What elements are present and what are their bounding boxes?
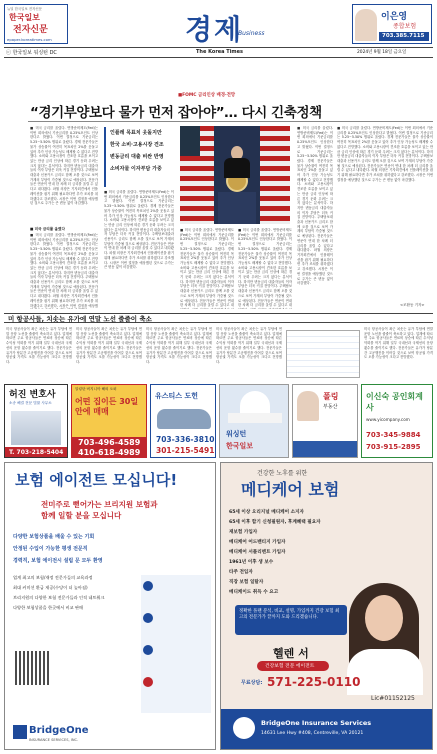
medicare-bullet-1: 65세 이상 오리지널 메디케어 소지자 bbox=[229, 510, 304, 515]
medicare-bullet-7: 타주 전입자 bbox=[229, 570, 253, 575]
ad-cpa-url[interactable]: www.yicompany.com bbox=[366, 417, 410, 422]
left-ad-line1: 뉴딜 한국일보 전자신문 bbox=[7, 7, 42, 11]
photo-caption: ■ 미국 금리를 올렸다 bbox=[30, 227, 65, 231]
recruit-sub-1: 전미주로 뻗어가는 브리지원 보험과 bbox=[41, 500, 158, 509]
masthead-en: Business bbox=[238, 30, 265, 37]
ad-realty-name: 폴링 bbox=[323, 392, 339, 401]
recruit-side-box bbox=[141, 575, 211, 713]
ad-cars-name: 유스티스 도헌 bbox=[155, 392, 199, 400]
bar-col-2: 미국 항공사들이 최근 치솟는 유가 부담에 연말 운항 노선을 줄줄이 축소하고 있다. 업계에 따르면 주요 항공사들은 연료비 상승에 따른 수익성 악화를 막기 위해 일부 국내선과 국제선의 운항 횟수를 줄이기로 했다. 전문가들은 유가가 당분간 고공행진을 이어갈 것으로 보여 항공권 가격도 오를 가능성이 크다고 전망했다. bbox=[76, 327, 142, 364]
article-col-6: ■ 미국 금리를 올렸다. 연방준비제도(Fed)는 이번 회의에서 기준금리를 0.25%포인트 인상한다고 밝혔다. 이번 결정으로 기준금리는 5.25~5.50% 범위로 올랐다. 경제 전문가들은 물가 상승률이 여전히 목표치인 2%를 웃돌고 있어 추가 인상 가능성도 배제할 수 없다고 전망했다. 소비와 고용시장이 견조한 흐름을 보이고 있는 만큼 금리 인상에 따른 경기 둔화 우려는 크지 않다는 분석이다. 하지만 변동금리 대출자들의 이자 부담은 더욱 커질 전망이다. 주택담보대출과 신용카드 금리도 함께 오를 것으로 보여 가계의 부담이 가중될 것으로 예상된다. 전문가들은 연준이 연내 한 차례 더 금리를 올릴 수 있다고 내다봤다. 파월 의장은 기자회견에서 인플레이션을 잡기 위해 필요하다면 추가 조치를 취하겠다고 강조했다. 시장은 이번 결정을 예상했던 것으로 주가는 큰 변동 없이 마감했다. bbox=[337, 126, 433, 182]
article-col-1: ■ 미국 금리를 올렸다. 연방준비제도(Fed)는 이번 회의에서 기준금리를 0.25%포인트 인상한다고 밝혔다. 이번 결정으로 기준금리는 5.25~5.50% 범위로 올랐다. 경제 전문가들은 물가 상승률이 여전히 목표치인 2%를 웃돌고 있어 추가 인상 가능성도 배제할 수 없다고 전망했다. 소비와 고용시장이 견조한 흐름을 보이고 있는 만큼 금리 인상에 따른 경기 둔화 우려는 크지 않다는 분석이다. 하지만 변동금리 대출자들의 이자 부담은 더욱 커질 전망이다. 주택담보대출과 신용카드 금리도 함께 오를 것으로 보여 가계의 부담이 가중될 것으로 예상된다. 전문가들은 연준이 연내 한 차례 더 금리를 올릴 수 있다고 내다봤다. 파월 의장은 기자회견에서 인플레이션을 잡기 위해 필요하다면 추가 조치를 취하겠다고 강조했다. 시장은 이번 결정을 예상했던 것으로 주가는 큰 변동 없이 마감했다. bbox=[30, 126, 98, 206]
recruit-bullet-1: 다양한 보험상품을 배울 수 있는 기회 bbox=[13, 534, 95, 540]
article-col-4: ■ 미국 금리를 올렸다. 연방준비제도(Fed)는 이번 회의에서 기준금리를 0.25%포인트 인상한다고 밝혔다. 이번 결정으로 기준금리는 5.25~5.50% 범위로 올랐다. 경제 전문가들은 물가 상승률이 여전히 목표치인 2%를 웃돌고 있어 추가 인상 가능성도 배제할 수 없다고 전망했다. 소비와 고용시장이 견조한 흐름을 보이고 있는 만큼 금리 인상에 따른 경기 둔화 우려는 크지 않다는 분석이다. 하지만 변동금리 대출자들의 이자 부담은 더욱 커질 전망이다. 주택담보대출과 신용카드 금리도 함께 오를 것으로 보여 가계의 부담이 가중될 것으로 예상된다. 전문가들은 연준이 연내 한 차례 더 금리를 올릴 수 있다고 내 bbox=[238, 228, 292, 308]
article-col-1b: ■ 미국 금리를 올렸다. 연방준비제도(Fed)는 이번 회의에서 기준금리를 0.25%포인트 인상한다고 밝혔다. 이번 결정으로 기준금리는 5.25~5.50% 범위로 올랐다. 경제 전문가들은 물가 상승률이 여전히 목표치인 2%를 웃돌고 있어 추가 인상 가능성도 배제할 수 없다고 전망했다. 소비와 고용시장이 견조한 흐름을 보이고 있는 만큼 금리 인상에 따른 경기 둔화 우려는 크지 않다는 분석이다. 하지만 변동금리 대출자들의 이자 부담은 더욱 커질 전망이다. 주택담보대출과 신용카드 금리도 함께 오를 것으로 보여 가계의 부담이 가중될 것으로 예상된다. 전문가들은 연준이 연내 한 차례 더 금리를 올릴 수 있다고 내다봤다. 파월 의장은 기자회견에서 인플레이션을 잡기 위해 필요하다면 추가 조치를 취하겠다고 강조했다. 시장은 이번 결정을 예상했 bbox=[30, 233, 98, 308]
right-ad-name: 이은영 bbox=[381, 12, 408, 22]
medicare-bullet-2: 65세 이후 합기 신청필원자, 후계혜택 필요자 bbox=[229, 520, 321, 525]
flag-left-canton bbox=[180, 126, 200, 156]
bar-col-5: 미국 항공사들이 최근 치솟는 유가 부담에 연말 운항 노선을 줄줄이 축소하고 있다. 업계에 따르면 주요 항공사들은 연료비 상승에 따른 수익성 악화를 막기 위해 일부 국내선과 국제선의 운항 횟수를 줄이기로 했다. 전문가들은 유가가 당분간 고공행진을 이어갈 것으로 보여 항공권 가격도 오를 가능성이 크다고 전망했다. bbox=[364, 327, 433, 360]
call-phone[interactable]: 571-225-0110 bbox=[267, 675, 361, 689]
kicker: ■FOMC 금리인상 배경·전망 bbox=[178, 93, 236, 98]
bar-table bbox=[286, 330, 360, 378]
ad-lawyer-photo bbox=[11, 411, 61, 445]
recruit-title: 보험 에이전트 모십니다! bbox=[15, 471, 178, 489]
call-label: 무료상담: bbox=[241, 680, 263, 686]
left-ad-sub: 전자신문 bbox=[13, 25, 48, 35]
article-col-3: ■ 미국 금리를 올렸다. 연방준비제도(Fed)는 이번 회의에서 기준금리를 0.25%포인트 인상한다고 밝혔다. 이번 결정으로 기준금리는 5.25~5.50% 범위로 올랐다. 경제 전문가들은 물가 상승률이 여전히 목표치인 2%를 웃돌고 있어 추가 인상 가능성도 배제할 수 없다고 전망했다. 소비와 고용시장이 견조한 흐름을 보이고 있는 만큼 금리 인상에 따른 경기 둔화 우려는 크지 않다는 분석이다. 하지만 변동금리 대출자들의 이자 부담은 더욱 커질 전망이다. 주택담보대출과 신용카드 금리도 함께 오를 것으로 보여 가계의 부담이 가중될 것으로 예상된다. 전문가들은 연준이 연내 한 차례 더 금리를 올릴 수 있다고 내 bbox=[180, 228, 234, 308]
medicare-bullet-9: 메디케이드 취득 수 요고 bbox=[229, 590, 279, 595]
ad-lawyer-sub: 소송 해결 전문 법률 사무소 bbox=[9, 401, 52, 405]
recruit-bullet-3: 경력직, 보험 에이전시 설립 문 모두 환영 bbox=[13, 558, 103, 564]
ad-realty-photo bbox=[297, 391, 319, 421]
recruit-bullet-4: 업계 최고의 보험/재정 전문가들의 교육과정 bbox=[13, 575, 93, 580]
medicare-bullet-3: 재보험 가입자 bbox=[229, 530, 258, 535]
left-ad-line2: epaper.koreatimes.com bbox=[7, 37, 52, 42]
ad-cpa[interactable] bbox=[361, 384, 433, 458]
deck-line-1: 인플레 목표치 웃돌지만 bbox=[110, 130, 162, 136]
headline-rule bbox=[28, 121, 433, 122]
speaker-body bbox=[224, 158, 250, 178]
ad-re-phone-2: 410-618-4989 bbox=[78, 448, 141, 457]
medicare-title: 메디케어 보험 bbox=[241, 480, 340, 499]
recruit-qr bbox=[15, 651, 49, 685]
bar-col-4: 미국 항공사들이 최근 치솟는 유가 부담에 연말 운항 노선을 줄줄이 축소하고 있다. 업계에 따르면 주요 항공사들은 연료비 상승에 따른 수익성 악화를 막기 위해 일부 국내선과 국제선의 운항 횟수를 줄이기로 했다. 전문가들은 유가가 당분간 고공행진을 이어갈 것으로 보여 항공권 가격도 오를 가능성이 크다고 전망했다. bbox=[216, 327, 282, 364]
agent-recruit-ad[interactable] bbox=[4, 462, 216, 750]
ad-realestate[interactable] bbox=[71, 384, 147, 458]
story-bar-text: 미 항공사들, 치솟는 유가에 연말 노선 줄줄이 축소 bbox=[8, 315, 152, 323]
ad-cpa-phone-2: 703-915-2895 bbox=[366, 443, 421, 451]
recruit-bullet-2: 안정된 수입이 가능한 평생 전문직 bbox=[13, 546, 88, 552]
deck-line-4: 소비자물 이자부담 가중 bbox=[110, 166, 162, 172]
medicare-bullet-8: 직장 보험 일탈자 bbox=[229, 580, 264, 585]
recruit-icon-2 bbox=[143, 613, 153, 623]
left-header-ad[interactable] bbox=[4, 4, 68, 44]
ad-capitol-sub: 한국일보 bbox=[226, 442, 254, 450]
recruit-logo-sub: INSURANCE SERVICES, INC. bbox=[29, 738, 79, 742]
ad-cpa-phone-1: 703-345-9884 bbox=[366, 431, 421, 439]
ad-cars[interactable] bbox=[150, 384, 216, 458]
agent-name: 헬렌 서 bbox=[273, 647, 309, 660]
recruit-icon-1 bbox=[143, 581, 153, 591]
ad-cars-car bbox=[157, 409, 211, 429]
agent-portrait-face bbox=[365, 595, 403, 641]
ad-lawyer-name: 허진 변호사 bbox=[9, 390, 56, 400]
ad-cpa-name: 이신숙 공인회계사 bbox=[366, 392, 423, 412]
header-rule-top bbox=[4, 47, 433, 48]
capitol-base bbox=[228, 413, 282, 423]
ad-lawyer[interactable] bbox=[4, 384, 68, 458]
byline: <조환동 기자> bbox=[400, 303, 425, 307]
headline: “경기부양보다 물가 먼저 잡아야”… 다시 긴축정책 bbox=[30, 105, 322, 121]
recruit-bullet-6: 브리지원의 다양한 보험 전문가들과 인적 네트워크 bbox=[13, 595, 105, 600]
ad-re-title: 알링턴·버지니아 해외 오퍼 bbox=[75, 387, 117, 391]
ad-re-phone-1: 703-496-4589 bbox=[78, 438, 141, 447]
medicare-bullet-6: 1961년 이후 생 보수 bbox=[229, 560, 274, 565]
medicare-ad[interactable] bbox=[220, 462, 433, 750]
header-rule-bottom bbox=[4, 57, 433, 58]
masthead: 경제 bbox=[185, 13, 244, 46]
ad-realty[interactable] bbox=[292, 384, 358, 458]
deck bbox=[104, 127, 174, 187]
ad-lawyer-phone: T. 703-218-5404 bbox=[9, 449, 64, 456]
recruit-logo: BridgeOne bbox=[29, 725, 89, 736]
ad-re-big: 어떤 집이든 30일 안에 매매 bbox=[75, 397, 139, 416]
article-col-2: ■ 미국 금리를 올렸다. 연방준비제도(Fed)는 이번 회의에서 기준금리를 0.25%포인트 인상한다고 밝혔다. 이번 결정으로 기준금리는 5.25~5.50% 범위로 올랐다. 경제 전문가들은 물가 상승률이 여전히 목표치인 2%를 웃돌고 있어 추가 인상 가능성도 배제할 수 없다고 전망했다. 소비와 고용시장이 견조한 흐름을 보이고 있는 만큼 금리 인상에 따른 경기 둔화 우려는 크지 않다는 분석이다. 하지만 변동금리 대출자들의 이자 부담은 더욱 커질 전망이다. 주택담보대출과 신용카드 금리도 함께 오를 것으로 보여 가계의 부담이 가중될 것으로 예상된다. 전문가들은 연준이 연내 한 차례 더 금리를 올릴 수 있다고 내다봤다. 파월 의장은 기자회견에서 인플레이션을 잡기 위해 필요하다면 추가 조치를 취하겠다고 강조했다. 시장은 이번 결정을 예상했던 것으로 주가는 큰 변동 없이 마감했다. bbox=[104, 190, 174, 270]
capitol-dome bbox=[240, 391, 270, 413]
medicare-company: BridgeOne Insurance Services bbox=[261, 719, 372, 727]
ad-realty-bar bbox=[293, 441, 358, 458]
agent-photo bbox=[355, 9, 377, 41]
recruit-logo-mark bbox=[13, 725, 27, 739]
paper-name: ⓒ 한국일보 워싱턴 DC bbox=[6, 50, 57, 56]
ad-capitol-name: 워싱턴 bbox=[226, 430, 247, 438]
right-header-ad[interactable] bbox=[352, 4, 432, 44]
recruit-bullet-7: 다양한 보험상품을 한곳에서 비교 판매 bbox=[13, 605, 84, 610]
medicare-bullet-4: 메디케어 어드밴티지 가입자 bbox=[229, 540, 286, 545]
medicare-bullet-5: 메디케어 서플리멘트 가입자 bbox=[229, 550, 286, 555]
recruit-sub-2: 함께 일할 분을 모십니다 bbox=[41, 511, 122, 520]
flag-right bbox=[260, 126, 290, 224]
ad-cars-phone-2: 301-215-5491 bbox=[156, 446, 215, 455]
ad-capitol[interactable] bbox=[219, 384, 289, 458]
medicare-pre: 건강한 노후를 위한 bbox=[257, 470, 308, 477]
podium bbox=[218, 192, 256, 224]
medicare-box-text: 정확한 플랜 분석, 비교, 설명, 가입까지 건강 보험 최고의 전문가가 끝까지 도와 드리겠습니다. bbox=[239, 609, 340, 620]
fed-photo bbox=[180, 126, 290, 224]
deck-line-3: 변동금리 대출 비싼 반영 bbox=[110, 154, 164, 160]
recruit-icon-3 bbox=[143, 645, 153, 655]
article-col-5: ■ 미국 금리를 올렸다. 연방준비제도(Fed)는 이번 회의에서 기준금리를 0.25%포인트 인상한다고 밝혔다. 이번 결정으로 기준금리는 5.25~5.50% 범위로 올랐다. 경제 전문가들은 물가 상승률이 여전히 목표치인 2%를 웃돌고 있어 추가 인상 가능성도 배제할 수 없다고 전망했다. 소비와 고용시장이 견조한 흐름을 보이고 있는 만큼 금리 인상에 따른 경기 둔화 우려는 크지 않다는 분석이다. 하지만 변동금리 대출자들의 이자 부담은 더욱 커질 전망이다. 주택담보대출과 신용카드 금리도 함께 오를 것으로 보여 가계의 부담이 가중될 것으로 예상된다. 전문가들은 연준이 연내 한 차례 더 금리를 올릴 수 있다고 내다봤다. 파월 의장은 기자회견에서 인플레이션을 잡기 위해 필요하다면 추가 조치를 취하겠다고 강조했다. 시장은 이번 결정을 예상했던 것으로 주가는 큰 변동 없이 마감했다. bbox=[297, 126, 333, 286]
recruit-bullet-5: 최대 커미션 환급 제공(수당이 더 높아짐) bbox=[13, 585, 88, 590]
right-ad-title: 종합보험 bbox=[393, 23, 417, 30]
agent-tag: 건강보험 전문 에이전트 bbox=[265, 664, 315, 669]
medicare-address: 14631 Lee Hwy #408, Centreville, VA 20121 bbox=[261, 731, 364, 736]
ad-realty-sub: 부동산 bbox=[323, 404, 338, 410]
left-ad-brand: 한국일보 bbox=[9, 13, 40, 22]
right-ad-phone-text: 703.385.7115 bbox=[382, 33, 425, 39]
issue-date: 2024년 9월 18일 금요일 bbox=[357, 50, 407, 55]
bar-col-1: 미국 항공사들이 최근 치솟는 유가 부담에 연말 운항 노선을 줄줄이 축소하고 있다. 업계에 따르면 주요 항공사들은 연료비 상승에 따른 수익성 악화를 막기 위해 일부 국내선과 국제선의 운항 횟수를 줄이기로 했다. 전문가들은 유가가 당분간 고공행진을 이어갈 것으로 보여 항공권 가격도 오를 가능성이 크다고 전망했다. bbox=[6, 327, 72, 364]
bar-col-3: 미국 항공사들이 최근 치솟는 유가 부담에 연말 운항 노선을 줄줄이 축소하고 있다. 업계에 따르면 주요 항공사들은 연료비 상승에 따른 수익성 악화를 막기 위해 일부 국내선과 국제선의 운항 횟수를 줄이기로 했다. 전문가들은 유가가 당분간 고공행진을 이어갈 것으로 보여 항공권 가격도 오를 가능성이 크다고 전망했다. bbox=[146, 327, 212, 364]
medicare-logo-mark bbox=[233, 717, 255, 739]
license: Lic#01152125 bbox=[371, 695, 415, 702]
paper-en: The Korea Times bbox=[196, 49, 243, 55]
deck-line-2: 한국 소비·고용시장 견조 bbox=[110, 142, 164, 148]
ad-cars-phone-1: 703-336-3810 bbox=[156, 435, 215, 444]
recruit-icon-4 bbox=[143, 677, 153, 687]
